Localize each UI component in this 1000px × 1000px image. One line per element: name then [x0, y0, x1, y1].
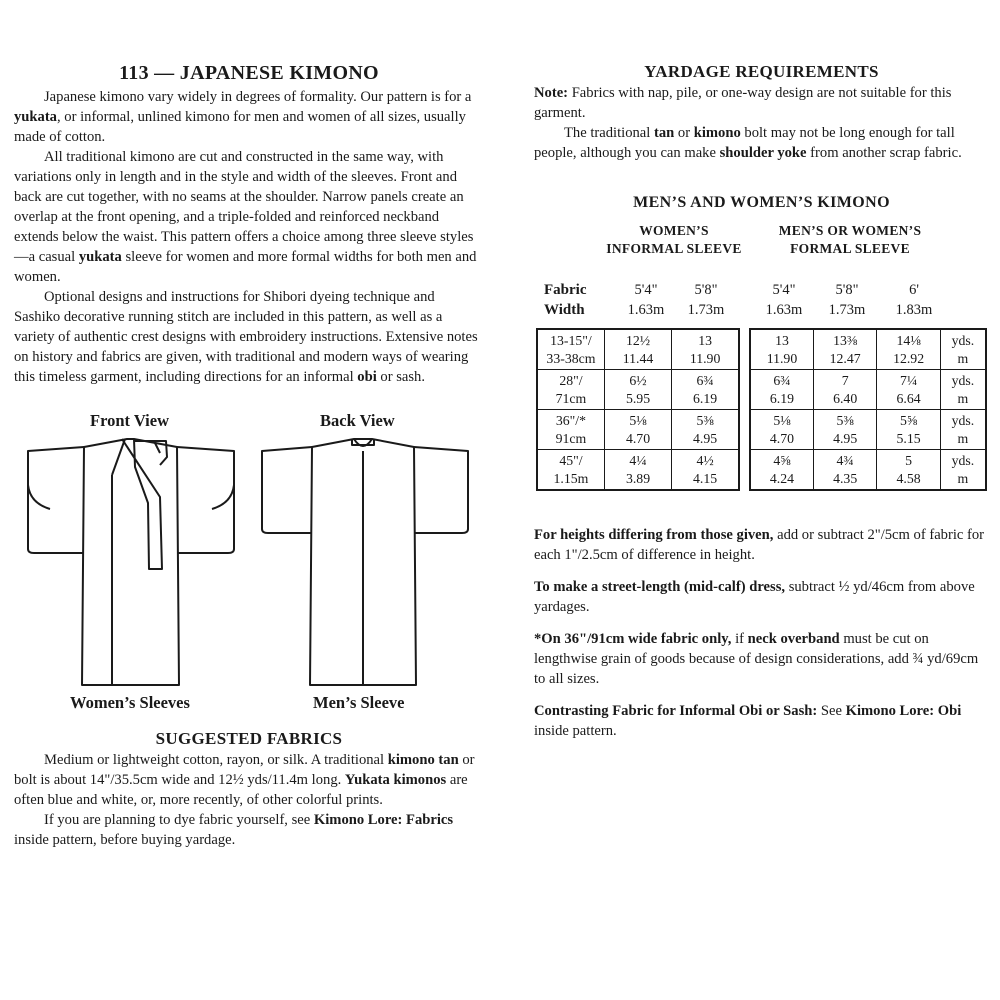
- womens-informal-header: WOMEN’S INFORMAL SLEEVE: [606, 223, 742, 256]
- table-row: [537, 410, 739, 450]
- fabric-width-cell: 28"/ 71cm: [537, 370, 604, 410]
- width-header: 5'8" 1.73m: [687, 282, 725, 318]
- fabric-width-cell: 13-15"/ 33-38cm: [537, 329, 604, 370]
- yardage-cell: 13⅜ 12.47: [813, 329, 876, 370]
- yardage-cell: 7 6.40: [813, 370, 876, 410]
- yardage-cell: 5⅛ 4.70: [750, 410, 813, 450]
- width-header: 5'8" 1.73m: [828, 282, 866, 318]
- womens-sleeves-label: Women’s Sleeves: [70, 693, 190, 712]
- left-column: [14, 62, 484, 850]
- yardage-cell: 5⅜ 4.95: [672, 410, 739, 450]
- table-row: [537, 329, 739, 370]
- back-view-illustration: [256, 437, 474, 687]
- unit-cell: yds. m: [940, 450, 986, 491]
- fabrics-heading: SUGGESTED FABRICS: [155, 729, 343, 748]
- right-column: [534, 62, 989, 753]
- unit-cell: yds. m: [940, 370, 986, 410]
- table-row: [750, 329, 986, 370]
- width-header: 5'4" 1.63m: [765, 282, 803, 318]
- kimono-views: [14, 407, 484, 719]
- nap-note: Note: Fabrics with nap, pile, or one-way design are not suitable for this garment.: [534, 85, 952, 121]
- yardage-adjustment-notes: [534, 525, 989, 741]
- width-header: 6' 1.83m: [895, 282, 933, 318]
- neck-overband-note: *On 36"/91cm wide fabric only, if neck overband must be cut on lengthwise grain of goods because of design considerations, add ¾ yd/69cm to all sizes.: [534, 631, 979, 687]
- intro-paragraph-1: Japanese kimono vary widely in degrees of formality. Our pattern is for a yukata, or informal, unlined kimono for men and women of all sizes, usually made of cotton.: [14, 89, 472, 145]
- yardage-tables: [534, 328, 989, 506]
- fabric-width-row: [534, 280, 989, 324]
- fabric-width-label: Fabric Width: [544, 282, 587, 318]
- yardage-cell: 12½ 11.44: [604, 329, 671, 370]
- front-view-label: Front View: [90, 411, 169, 430]
- front-view-illustration: [22, 437, 240, 687]
- table-row: [750, 450, 986, 491]
- back-view-label: Back View: [320, 411, 395, 430]
- height-note: For heights differing from those given, add or subtract 2"/5cm of fabric for each 1"/2.5cm of difference in height.: [534, 527, 985, 563]
- yardage-cell: 6½ 5.95: [604, 370, 671, 410]
- table-row: [537, 370, 739, 410]
- yardage-notes: [534, 83, 989, 163]
- yardage-cell: 7¼ 6.64: [877, 370, 940, 410]
- width-header: 5'4" 1.63m: [627, 282, 665, 318]
- fabrics-paragraph-2: If you are planning to dye fabric yourself, see Kimono Lore: Fabrics inside pattern, before buying yardage.: [14, 812, 454, 848]
- table-row: [750, 410, 986, 450]
- yardage-cell: 5⅛ 4.70: [604, 410, 671, 450]
- intro-text: [14, 87, 484, 387]
- table-row: [537, 450, 739, 491]
- page-title: 113 — JAPANESE KIMONO: [119, 62, 379, 84]
- yardage-cell: 4¾ 4.35: [813, 450, 876, 491]
- yardage-cell: 13 11.90: [672, 329, 739, 370]
- suggested-fabrics: [14, 729, 484, 850]
- yardage-cell: 4⅝ 4.24: [750, 450, 813, 491]
- formal-sleeve-header: MEN’S OR WOMEN’S FORMAL SLEEVE: [778, 223, 922, 256]
- bolt-note: The traditional tan or kimono bolt may not be long enough for tall people, although you can make shoulder yoke from another scrap fabric.: [534, 125, 962, 161]
- obi-note: Contrasting Fabric for Informal Obi or Sash: See Kimono Lore: Obi inside pattern.: [534, 703, 962, 739]
- sleeve-group-headers: [534, 222, 989, 278]
- yardage-cell: 4¼ 3.89: [604, 450, 671, 491]
- fabric-width-cell: 36"/* 91cm: [537, 410, 604, 450]
- fabrics-paragraph-1: Medium or lightweight cotton, rayon, or silk. A traditional kimono tan or bolt is about 14"/35.5cm wide and 12½ yds/11.4m long. Yukata kimonos are often blue and white, or, more recently, of other colorful prints.: [14, 752, 475, 808]
- yardage-cell: 14⅛ 12.92: [877, 329, 940, 370]
- unit-cell: yds. m: [940, 410, 986, 450]
- yardage-cell: 5⅝ 5.15: [877, 410, 940, 450]
- intro-paragraph-2: All traditional kimono are cut and constructed in the same way, with variations only in length and in the style and width of the sleeves. Front and back are cut together, with no seams at the shoulder. Narrow panels create an overlap at the front opening, and a triple-folded and reinforced neckband extends below the waist. This pattern offers a choice among three sleeve styles—a casual yukata sleeve for women and more formal widths for both men and women.: [14, 149, 477, 285]
- yardage-cell: 5⅜ 4.95: [813, 410, 876, 450]
- fabric-width-cell: 45"/ 1.15m: [537, 450, 604, 491]
- yardage-cell: 4½ 4.15: [672, 450, 739, 491]
- yardage-cell: 13 11.90: [750, 329, 813, 370]
- yardage-cell: 6¾ 6.19: [750, 370, 813, 410]
- mens-sleeve-label: Men’s Sleeve: [313, 693, 405, 712]
- yardage-cell: 5 4.58: [877, 450, 940, 491]
- yardage-cell: 6¾ 6.19: [672, 370, 739, 410]
- formal-sleeve-table: [749, 328, 987, 491]
- unit-cell: yds. m: [940, 329, 986, 370]
- intro-paragraph-3: Optional designs and instructions for Shibori dyeing technique and Sashiko decorative running stitch are included in this pattern, as well as a variety of authentic crest designs with embroidery instructions. Extensive notes on history and fabrics are given, with traditional and modern ways of wearing this timeless garment, including directions for an informal obi or sash.: [14, 289, 478, 385]
- yardage-heading: YARDAGE REQUIREMENTS: [644, 62, 879, 81]
- street-length-note: To make a street-length (mid-calf) dress, subtract ½ yd/46cm from above yardages.: [534, 579, 975, 615]
- table-row: [750, 370, 986, 410]
- table-title: MEN’S AND WOMEN’S KIMONO: [633, 194, 890, 211]
- informal-sleeve-table: [536, 328, 740, 491]
